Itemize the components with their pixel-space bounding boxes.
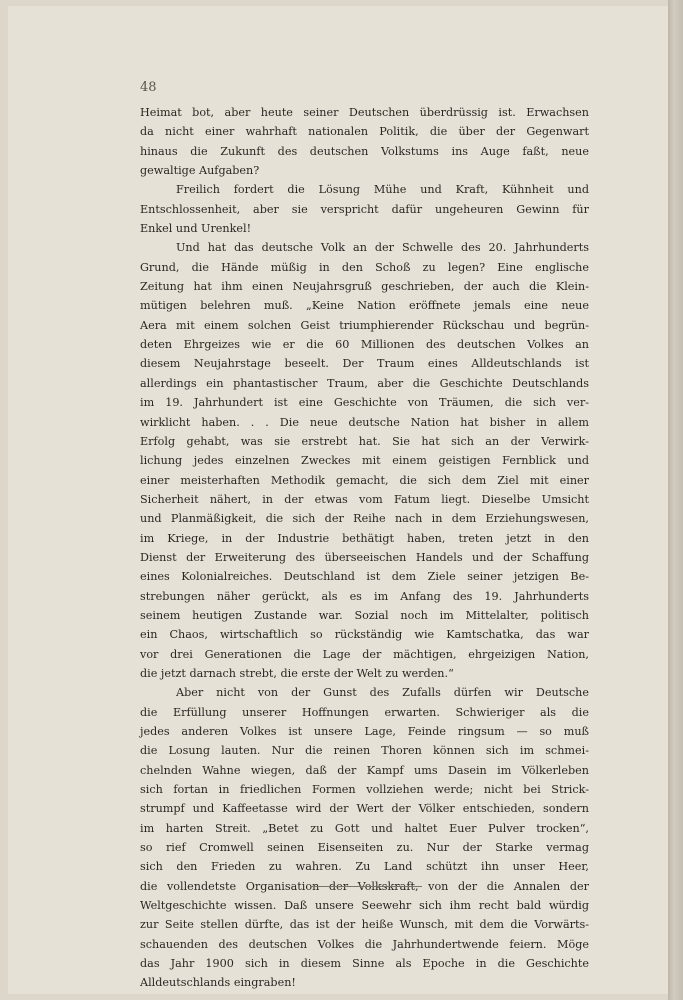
- page-number: 48: [140, 80, 157, 95]
- paragraph: [140, 683, 589, 993]
- text-line: so rief Cromwell seinen Eisenseiten zu. Nur der Starke vermag: [140, 841, 589, 855]
- text-line: die Erfüllung unserer Hoffnungen erwarten. Schwieriger als die: [140, 705, 589, 719]
- text-line: Grund, die Hände müßig in den Schoß zu legen? Eine englische: [140, 260, 589, 274]
- text-line: die vollendetste Organisation der Volkskraft, von der die Annalen der: [140, 879, 589, 893]
- text-line: seinem heutigen Zustande war. Sozial noch im Mittelalter, politisch: [140, 608, 589, 622]
- text-line: Entschlossenheit, aber sie verspricht dafür ungeheuren Gewinn für: [140, 202, 589, 216]
- text-line: chelnden Wahne wiegen, daß der Kampf ums Dasein im Völkerleben: [140, 763, 589, 777]
- text-line: eines Kolonialreiches. Deutschland ist dem Ziele seiner jetzigen Be-: [140, 570, 589, 584]
- text-line: Zeitung hat ihm einen Neujahrsgruß geschrieben, der auch die Klein-: [140, 280, 589, 294]
- text-line: diesem Neujahrstage beseelt. Der Traum eines Alldeutschlands ist: [140, 357, 589, 371]
- text-line: wirklicht haben. . . Die neue deutsche Nation hat bisher in allem: [140, 415, 589, 429]
- text-line: Erfolg gehabt, was sie erstrebt hat. Sie hat sich an der Verwirk-: [140, 434, 589, 448]
- text-line: Dienst der Erweiterung des überseeischen Handels und der Schaffung: [140, 550, 589, 564]
- text-line: mütigen belehren muß. „Keine Nation eröffnete jemals eine neue: [140, 299, 589, 313]
- paragraph: [140, 180, 589, 238]
- text-line: lichung jedes einzelnen Zweckes mit einem geistigen Fernblick und: [140, 454, 589, 468]
- text-line: Alldeutschlands eingraben!: [140, 976, 296, 990]
- text-line: deten Ehrgeizes wie er die 60 Millionen des deutschen Volkes an: [140, 338, 589, 352]
- text-line: im harten Streit. „Betet zu Gott und haltet Euer Pulver trocken“,: [140, 821, 589, 835]
- text-line: Aera mit einem solchen Geist triumphierender Rückschau und begrün-: [140, 318, 589, 332]
- text-line: da nicht einer wahrhaft nationalen Politik, die über der Gegenwart: [140, 125, 589, 139]
- text-line: zur Seite stellen dürfte, das ist der heiße Wunsch, mit dem die Vorwärts-: [140, 918, 589, 932]
- text-line: Heimat bot, aber heute seiner Deutschen überdrüssig ist. Erwachsen: [140, 106, 589, 119]
- text-line: sich fortan in friedlichen Formen vollziehen werde; nicht bei Strick-: [140, 783, 589, 797]
- text-line: strebungen näher gerückt, als es im Anfang des 19. Jahrhunderts: [140, 589, 589, 603]
- text-line: die Losung lauten. Nur die reinen Thoren können sich im schmei-: [140, 744, 589, 758]
- text-line: Und hat das deutsche Volk an der Schwelle des 20. Jahrhunderts: [176, 241, 589, 255]
- text-line: schauenden des deutschen Volkes die Jahrhundertwende feiern. Möge: [140, 937, 589, 951]
- text-line: gewaltige Aufgaben?: [140, 164, 260, 178]
- text-line: im 19. Jahrhundert ist eine Geschichte von Träumen, die sich ver-: [140, 396, 589, 410]
- paragraph: [140, 103, 589, 180]
- text-line: sich den Frieden zu wahren. Zu Land schützt ihn unser Heer,: [140, 860, 589, 874]
- text-line: ein Chaos, wirtschaftlich so rückständig wie Kamtschatka, das war: [140, 628, 589, 642]
- text-line: Aber nicht von der Gunst des Zufalls dürfen wir Deutsche: [176, 686, 589, 700]
- text-line: das Jahr 1900 sich in diesem Sinne als Epoche in die Geschichte: [140, 957, 589, 971]
- text-line: allerdings ein phantastischer Traum, aber die Geschichte Deutschlands: [140, 376, 589, 390]
- text-line: jedes anderen Volkes ist unsere Lage, Feinde ringsum — so muß: [140, 725, 589, 738]
- text-line: strumpf und Kaffeetasse wird der Wert der Völker entschieden, sondern: [140, 802, 589, 816]
- text-line: Freilich fordert die Lösung Mühe und Kraft, Kühnheit und: [176, 183, 589, 197]
- text-line: und Planmäßigkeit, die sich der Reihe nach in dem Erziehungswesen,: [140, 512, 589, 526]
- text-line: die jetzt darnach strebt, die erste der Welt zu werden.“: [140, 666, 454, 680]
- text-line: einer meisterhaften Methodik gemacht, die sich dem Ziel mit einer: [140, 473, 589, 487]
- paragraph: [140, 238, 589, 683]
- text-line: Enkel und Urenkel!: [140, 222, 252, 236]
- text-line: vor drei Generationen die Lage der mächtigen, ehrgeizigen Nation,: [140, 647, 589, 661]
- text-line: hinaus die Zukunft des deutschen Volkstums ins Auge faßt, neue: [140, 144, 589, 158]
- body-text: [140, 103, 589, 993]
- book-edge: [668, 0, 683, 1000]
- text-line: Weltgeschichte wissen. Daß unsere Seewehr sich ihm recht bald würdig: [140, 899, 589, 913]
- text-line: im Kriege, in der Industrie bethätigt haben, treten jetzt in den: [140, 531, 589, 545]
- text-line: Sicherheit nähert, in der etwas vom Fatum liegt. Dieselbe Umsicht: [140, 492, 589, 506]
- end-rule: [310, 886, 422, 887]
